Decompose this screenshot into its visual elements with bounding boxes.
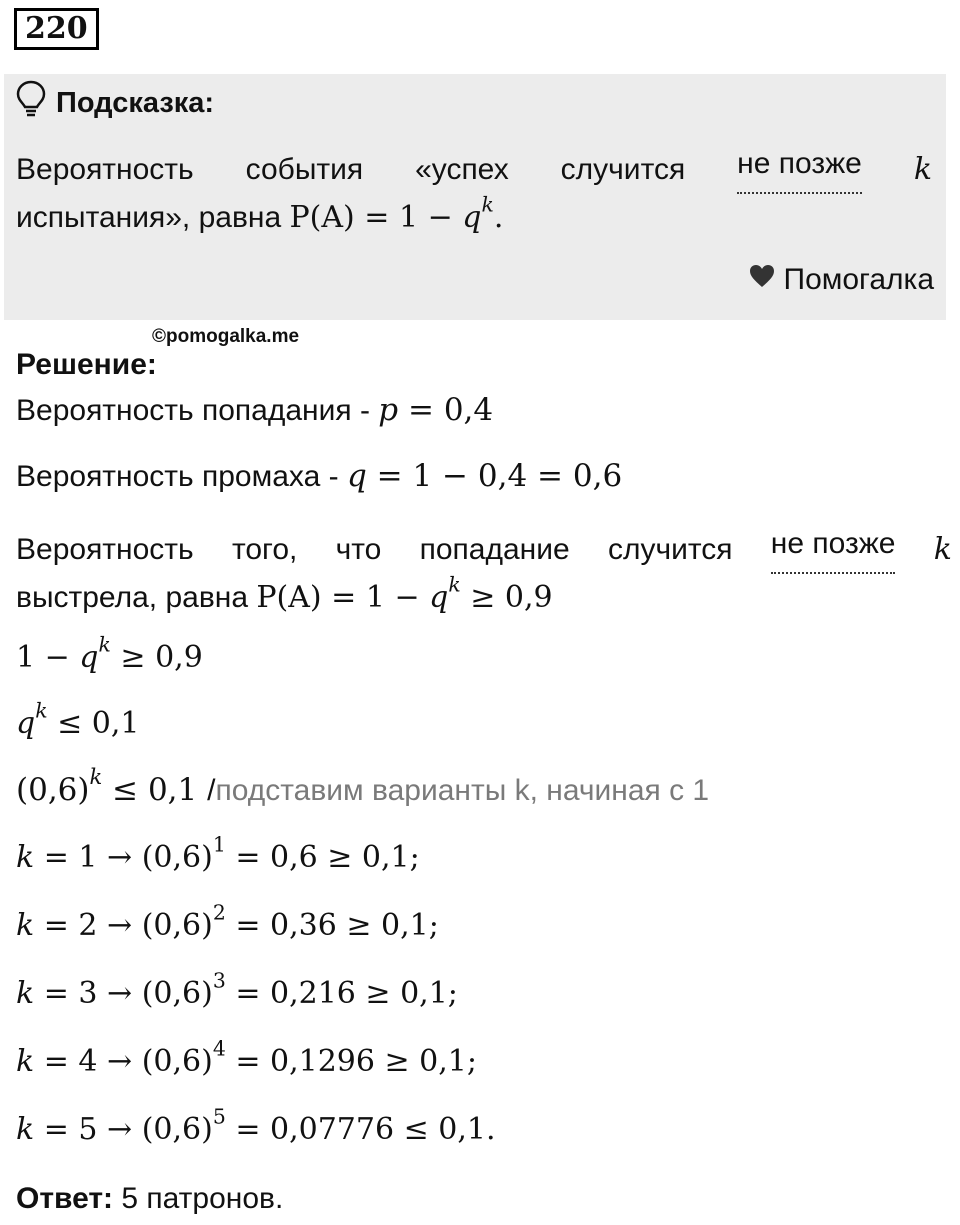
trial-row: $k = 5 \to (0,6)^5 = 0,07776 \le 0,1$.	[16, 1104, 496, 1147]
trial-row: $k = 3 \to (0,6)^3 = 0,216 \ge 0,1$;	[16, 968, 458, 1011]
answer-label: Ответ:	[16, 1182, 114, 1215]
substitution-comment: подставим варианты k, начиная с 1	[215, 774, 710, 807]
hint-text	[16, 146, 932, 242]
hint-var-k: k	[913, 152, 932, 187]
solution-label: Решение:	[16, 348, 157, 381]
brand-text: Помогалка	[783, 263, 934, 296]
brand-label	[748, 260, 935, 300]
trial-row: $k = 2 \to (0,6)^2 = 0,36 \ge 0,1$;	[16, 900, 439, 943]
hint-title-text: Подсказка:	[56, 86, 215, 119]
hit-probability-line: Вероятность попадания - p = 0,4	[16, 392, 494, 428]
inequality-2: $q^k \le 0,1$	[16, 698, 140, 741]
inequality-1: $1 - q^k \ge 0,9$	[16, 632, 203, 675]
para-underlined-term: не позже	[771, 526, 896, 574]
para-formula: $P(A) = 1 - q^k \ge 0,9$	[256, 572, 553, 615]
hint-word: Вероятность	[16, 153, 194, 186]
para-word: случится	[607, 533, 733, 566]
para-line2-text: выстрела, равна	[16, 581, 249, 614]
para-word: что	[335, 533, 382, 566]
heart-icon	[748, 263, 776, 297]
hint-word: «успех	[415, 153, 509, 186]
lightbulb-icon	[16, 80, 46, 126]
trial-row: $k = 4 \to (0,6)^4 = 0,1296 \ge 0,1$;	[16, 1036, 478, 1079]
hint-formula: $P(A) = 1 - q^k$.	[289, 192, 504, 235]
inequality-3: $(0,6)^k \le 0,1$ /подставим варианты k, начиная с 1	[16, 764, 710, 808]
hint-underlined-term: не позже	[737, 146, 862, 194]
answer-text: 5 патронов.	[113, 1182, 284, 1215]
task-number: 220	[14, 8, 99, 50]
miss-probability-line: Вероятность промаха - q = 1 − 0,4 = 0,6	[16, 458, 623, 494]
hint-line2-text: испытания», равна	[16, 201, 282, 234]
answer-line	[16, 1182, 283, 1216]
watermark: ©pomogalka.me	[152, 326, 300, 347]
hint-word: случится	[560, 153, 686, 186]
para-word: того,	[231, 533, 298, 566]
para-word: Вероятность	[16, 533, 194, 566]
condition-paragraph	[16, 526, 952, 622]
para-var-k: k	[933, 532, 952, 567]
hint-title	[16, 80, 214, 126]
para-word: попадание	[419, 533, 570, 566]
trial-row: $k = 1 \to (0,6)^1 = 0,6 \ge 0,1$;	[16, 832, 420, 875]
hint-word: события	[245, 153, 364, 186]
